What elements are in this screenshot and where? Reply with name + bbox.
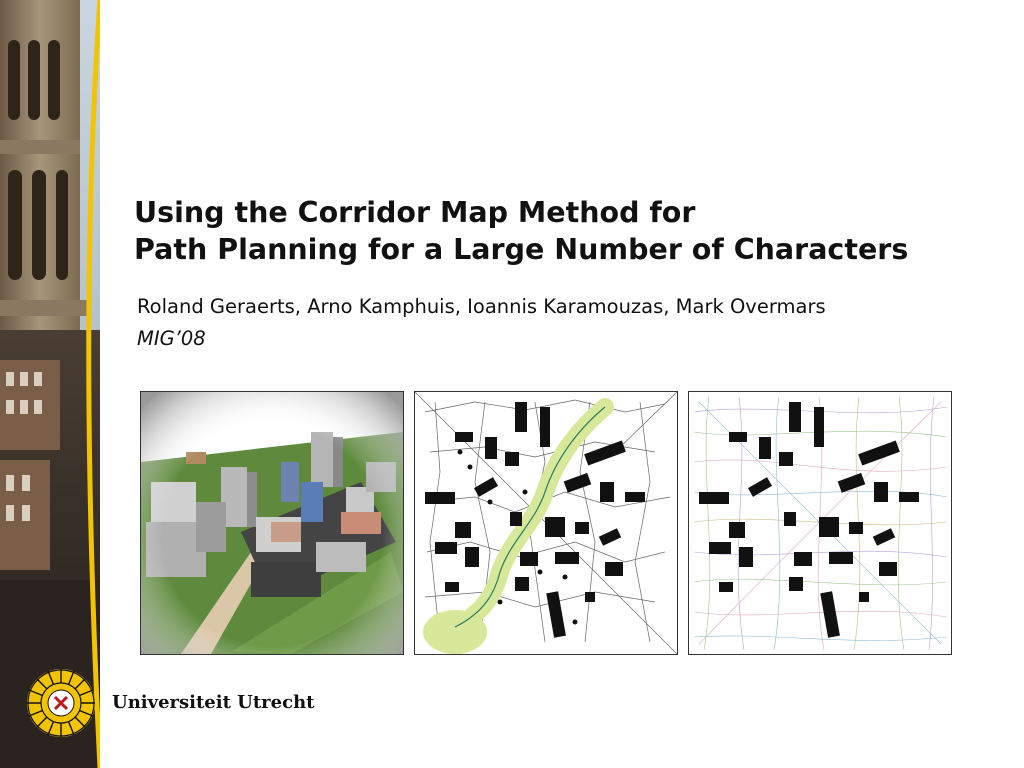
university-name: Universiteit Utrecht [112,692,315,713]
slide-title [134,194,1014,268]
character-paths-image [688,391,952,655]
venue: MIG’08 [137,327,206,350]
title-line-2: Path Planning for a Large Number of Characters [134,233,909,266]
3d-city-render-image [140,391,404,655]
corridor-map-image [414,391,678,655]
title-line-1: Using the Corridor Map Method for [134,196,696,229]
authors: Roland Geraerts, Arno Kamphuis, Ioannis Karamouzas, Mark Overmars [137,295,826,318]
dom-tower-photo [0,0,100,768]
university-seal-icon [26,668,96,738]
